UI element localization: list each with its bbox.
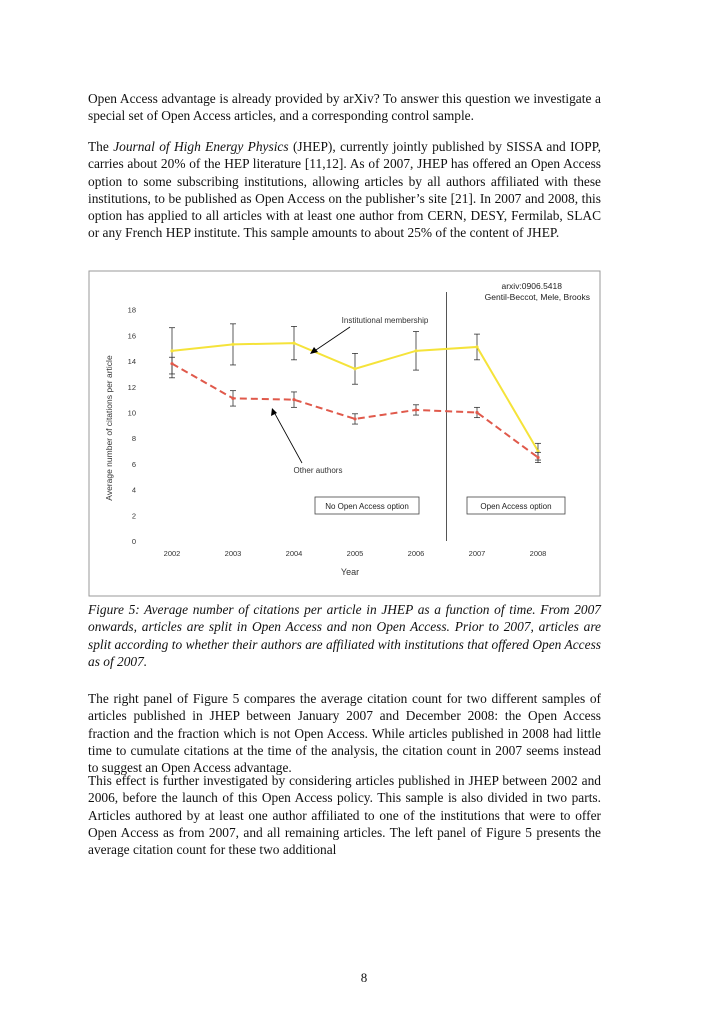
panel-label-oa [467, 497, 565, 514]
data-point [292, 342, 295, 345]
source-line-2: Gentil-Beccot, Mele, Brooks [484, 292, 590, 302]
paragraph-2 [88, 138, 601, 242]
y-tick-label: 12 [127, 382, 136, 392]
data-point [170, 362, 173, 365]
paragraph-2-rest: (JHEP), currently jointly published by SISSA and IOPP, carries about 20% of the HEP literature [11,12]. As of 2007, JHEP has offered an Open Access option to some subscribing institutions, allowing articles by all authors affiliated with these institutions, to be published as Open Access on the publisher’s site [21]. In 2007 and 2008, this option has applied to all articles with at least one author from CERN, DESY, Fermilab, SLAC or any French HEP institute. This sample amounts to about 25% of the content of JHEP. [88, 139, 601, 241]
data-point [475, 411, 478, 414]
label-other-authors: Other authors [293, 466, 343, 475]
x-axis-label: Year [340, 567, 360, 577]
y-tick-label: 16 [127, 331, 136, 341]
y-tick-label: 4 [131, 485, 136, 495]
x-tick-label: 2008 [529, 549, 547, 558]
no-open-access-label: No Open Access option [325, 502, 409, 511]
label-institutional-membership: Institutional membership [341, 316, 429, 325]
data-point [414, 408, 417, 411]
data-point [475, 345, 478, 348]
y-tick-label: 6 [131, 459, 136, 469]
figure-caption: Figure 5: Average number of citations per article in JHEP as a function of time. From 2007 onwards, articles are split in Open Access and non Open Access. Prior to 2007, articles are split according to whether their authors are affiliated with institutions that offered Open Access as of 2007. [88, 602, 601, 669]
data-point [231, 343, 234, 346]
x-tick-label: 2007 [468, 549, 486, 558]
x-tick-label: 2002 [163, 549, 181, 558]
page-number: 8 [360, 970, 368, 985]
data-point [170, 349, 173, 352]
data-point [414, 349, 417, 352]
data-point [353, 417, 356, 420]
data-point [353, 367, 356, 370]
data-point [231, 397, 234, 400]
figure-5 [88, 270, 601, 597]
paragraph-3: The right panel of Figure 5 compares the average citation count for two different samples of articles published in JHEP between January 2007 and December 2008: the Open Access fraction and the fraction which is not Open Access. While articles published in 2008 had little time to cumulate citations at the time of the analysis, the citation count in 2007 seems instead to suggest an Open Access advantage. [88, 691, 601, 776]
y-tick-label: 0 [131, 537, 136, 546]
y-tick-label: 8 [131, 434, 136, 444]
y-tick-label: 10 [127, 408, 136, 418]
y-axis-label: Average number of citations per article [104, 355, 114, 501]
x-tick-label: 2005 [346, 549, 364, 558]
y-tick-label: 18 [127, 305, 136, 315]
panel-label-no-oa [315, 497, 419, 514]
paragraph-1: Open Access advantage is already provided by arXiv? To answer this question we investigate a special set of Open Access articles, and a corresponding control sample. [88, 91, 601, 124]
y-tick-label: 14 [127, 357, 136, 367]
open-access-label: Open Access option [480, 502, 552, 511]
x-tick-label: 2003 [224, 549, 242, 558]
journal-name: Journal of High Energy Physics [113, 139, 289, 154]
paragraph-2-start: The [88, 139, 114, 154]
source-line-1: arxiv:0906.5418 [501, 281, 562, 291]
x-tick-label: 2004 [285, 549, 303, 558]
x-tick-label: 2006 [407, 549, 425, 558]
data-point [292, 398, 295, 401]
paragraph-4: This effect is further investigated by considering articles published in JHEP between 2002 and 2006, before the launch of this Open Access policy. This sample is also divided in two parts. Articles authored by at least one author affiliated to one of the institutions that were to offer Open Access as from 2007, and all remaining articles. The left panel of Figure 5 presents the average citation count for these two additional [88, 773, 601, 858]
y-tick-label: 2 [131, 511, 136, 521]
citations-chart [88, 270, 601, 597]
data-point [536, 456, 539, 459]
